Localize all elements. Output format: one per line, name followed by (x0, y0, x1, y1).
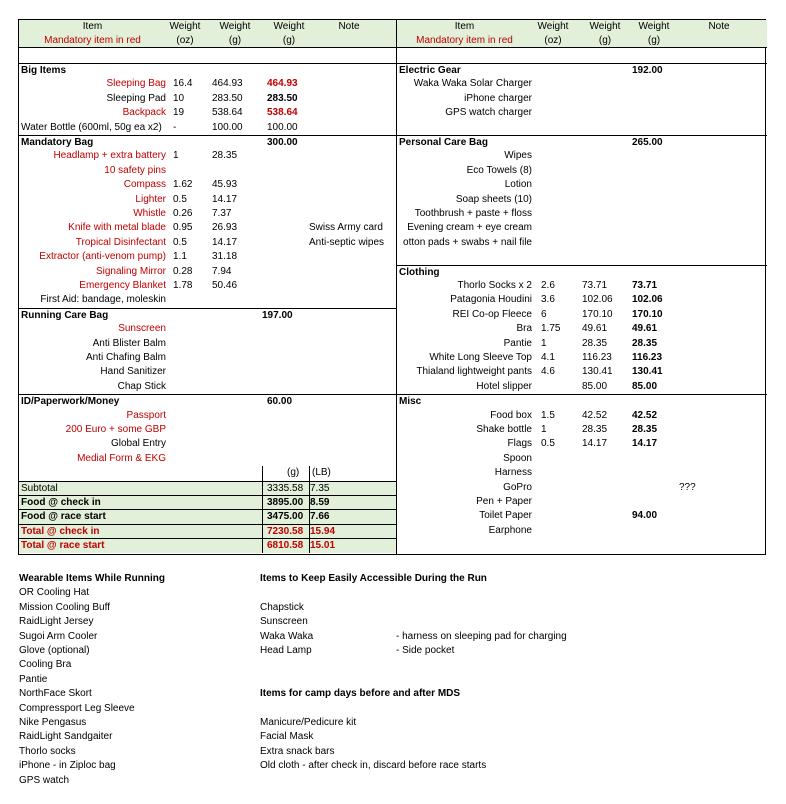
header-item: Item (82, 21, 103, 32)
left-item-name: Lighter (135, 193, 166, 205)
weight-g: 42.52 (582, 409, 608, 421)
left-item-name: Medial Form & EKG (77, 452, 166, 464)
weight-g: 85.00 (582, 380, 608, 392)
weight-lb: 8.59 (310, 497, 330, 508)
weight-oz: 1 (541, 337, 547, 349)
left-row (19, 437, 396, 451)
left-item-name: ID/Paperwork/Money (21, 396, 120, 408)
weight-g: 102.06 (582, 294, 613, 306)
left-row (19, 250, 396, 264)
right-item-name: Evening cream + eye cream (407, 222, 532, 234)
left-item-name: 200 Euro + some GBP (65, 424, 166, 435)
header-weight: Weight (589, 21, 621, 32)
right-row (397, 495, 767, 509)
left-item-name: Sleeping Bag (106, 78, 166, 90)
left-row (19, 524, 396, 538)
weight-total: 116.23 (632, 352, 663, 363)
right-row (397, 236, 767, 250)
left-item-name: Food @ race start (21, 511, 106, 523)
weight-g: 7.94 (212, 265, 232, 277)
wearable-item: NorthFace Skort (19, 688, 92, 700)
right-item-name: GPS watch charger (445, 107, 532, 119)
left-item-name: Extractor (anti-venom pump) (39, 251, 166, 263)
right-item-name: otton pads + swabs + nail file (403, 236, 532, 248)
left-item-name: Signaling Mirror (95, 265, 166, 277)
left-item-name: Backpack (122, 107, 166, 119)
left-row (19, 452, 396, 466)
left-row (19, 409, 396, 423)
left-row (19, 351, 396, 365)
header-weight: Weight (219, 21, 251, 32)
grid-line (309, 466, 310, 552)
right-item-name: Clothing (399, 266, 440, 278)
right-item-name: White Long Sleeve Top (429, 352, 532, 363)
right-row (397, 63, 767, 77)
left-row (19, 337, 396, 351)
right-item-name: Shake bottle (476, 424, 532, 435)
wearable-item: RaidLight Jersey (19, 616, 94, 628)
accessible-note: - Side pocket (396, 645, 455, 656)
weight-total: 265.00 (632, 137, 663, 148)
header-unit: (g) (282, 35, 296, 46)
header-note: Note (338, 21, 360, 32)
weight-g: 197.00 (262, 309, 293, 321)
left-row (19, 279, 396, 293)
left-item-name: Anti Chafing Balm (85, 352, 166, 363)
left-item-name: Tropical Disinfectant (75, 236, 166, 248)
weight-oz: 0.5 (173, 193, 187, 205)
table-header (19, 20, 396, 48)
wearable-item: RaidLight Sandgaiter (19, 731, 113, 743)
right-item-name: Pen + Paper (476, 496, 532, 507)
left-row (19, 308, 396, 322)
weight-lb: 7.66 (310, 511, 330, 523)
right-row (397, 380, 767, 394)
right-item-name (397, 250, 532, 264)
notes-lists (19, 572, 769, 797)
right-item-name: Flags (507, 438, 532, 450)
right-item-name: GoPro (503, 481, 532, 493)
weight-total: 130.41 (632, 366, 663, 378)
item-note: Swiss Army card (309, 222, 383, 234)
left-item-name: Sleeping Pad (106, 92, 166, 104)
header-unit: (g) (598, 35, 612, 46)
right-item-name: Patagonia Houdini (450, 294, 532, 306)
wearable-item: Glove (optional) (19, 645, 90, 656)
right-item-name: Personal Care Bag (399, 137, 488, 148)
weight-oz: 1 (173, 150, 179, 162)
left-item-name: Total @ race start (21, 540, 105, 552)
camp-item: Manicure/Pedicure kit (260, 717, 357, 728)
weight-lb: 15.01 (310, 540, 336, 552)
right-row (397, 409, 767, 423)
unit-lb: (LB) (312, 467, 331, 479)
left-row (19, 236, 396, 250)
wearable-item: Thorlo socks (19, 745, 76, 757)
weight-total: 170.10 (632, 308, 663, 320)
left-row (19, 63, 396, 77)
weight-oz: 6 (541, 308, 547, 320)
left-row (19, 193, 396, 207)
item-note: Anti-septic wipes (309, 236, 385, 248)
right-item-name: Earphone (488, 524, 532, 536)
weight-g: 45.93 (212, 179, 238, 191)
right-item-name: Waka Waka Solar Charger (413, 78, 532, 90)
right-item-name: Harness (494, 467, 532, 479)
weight-oz: 16.4 (173, 78, 193, 90)
weight-oz: 1.62 (173, 179, 193, 191)
header-weight: Weight (537, 21, 569, 32)
left-item-name: Big Items (21, 65, 67, 76)
wearable-title: Wearable Items While Running (19, 573, 165, 584)
right-row (397, 121, 767, 135)
left-row (19, 509, 396, 523)
right-row (397, 106, 767, 120)
weight-total: 49.61 (632, 323, 658, 335)
weight-oz: 1 (541, 424, 547, 435)
weight-g: 283.50 (212, 92, 243, 104)
weight-oz: 1.5 (541, 409, 555, 421)
wearable-item: Sugoi Arm Cooler (19, 630, 98, 642)
right-row (397, 279, 767, 293)
wearable-item: Pantie (19, 673, 48, 685)
right-row (397, 207, 767, 221)
header-unit: (oz) (544, 35, 562, 46)
right-item-name: REI Co-op Fleece (452, 308, 532, 320)
right-item-name (397, 121, 532, 135)
wearable-item: Nike Pengasus (19, 717, 87, 728)
right-row (397, 452, 767, 466)
header-note: Note (708, 21, 730, 32)
right-item-name: Wipes (504, 150, 532, 162)
header-weight: Weight (273, 21, 305, 32)
left-row (19, 322, 396, 336)
weight-g: 538.64 (212, 107, 243, 119)
right-item-name: Bra (516, 323, 532, 335)
weight-g: 50.46 (212, 280, 238, 291)
left-row (19, 207, 396, 221)
table-header (397, 20, 767, 48)
wearable-item: Compressport Leg Sleeve (19, 702, 135, 714)
left-row (19, 121, 396, 135)
weight-total: 60.00 (267, 396, 293, 408)
left-row (19, 77, 396, 91)
left-item-name: Subtotal (21, 482, 58, 494)
weight-oz: 4.1 (541, 352, 555, 363)
right-item-name: Hotel slipper (476, 380, 532, 392)
weight-lb: 15.94 (310, 525, 336, 537)
right-item-name: Spoon (503, 452, 532, 464)
grid-line (262, 466, 263, 552)
weight-g: 14.17 (212, 193, 238, 205)
camp-item: Old cloth - after check in, discard before race starts (260, 760, 487, 772)
header-item: Item (454, 21, 475, 32)
weight-total: 94.00 (632, 510, 658, 522)
right-row (397, 509, 767, 523)
weight-oz: 1.1 (173, 251, 187, 263)
weight-oz: 4.6 (541, 366, 555, 378)
weight-oz: 0.95 (173, 222, 193, 234)
wearable-item: Mission Cooling Buff (19, 601, 110, 613)
weight-oz: 1.75 (541, 323, 561, 335)
right-item-name: Thorlo Socks x 2 (457, 280, 532, 291)
weight-total: 28.35 (632, 337, 658, 349)
accessible-note: - harness on sleeping pad for charging (396, 630, 567, 642)
weight-g: 31.18 (212, 251, 238, 263)
right-row (397, 466, 767, 480)
right-item-name: Toilet Paper (479, 510, 532, 522)
left-item-name: Water Bottle (600ml, 50g ea x2) (21, 121, 162, 133)
header-mandatory-note: Mandatory item in red (44, 35, 141, 46)
left-item-name: Sunscreen (118, 323, 166, 335)
left-row (19, 466, 396, 480)
right-row (397, 221, 767, 235)
right-item-name: Misc (399, 396, 422, 408)
right-item-name: iPhone charger (464, 92, 532, 104)
header-weight: Weight (638, 21, 670, 32)
weight-g: 116.23 (582, 352, 612, 363)
weight-g: 28.35 (212, 150, 238, 162)
left-row (19, 164, 396, 178)
weight-oz: 19 (173, 107, 185, 119)
weight-g: 130.41 (582, 366, 613, 378)
left-item-name: First Aid: bandage, moleskin (40, 294, 166, 306)
right-row (397, 293, 767, 307)
left-row (19, 221, 396, 235)
right-item-name: Electric Gear (399, 65, 461, 76)
right-row (397, 437, 767, 451)
weight-total: 73.71 (632, 280, 658, 291)
right-row (397, 365, 767, 379)
weight-total: 7230.58 (267, 525, 304, 537)
right-row (397, 524, 767, 538)
left-row (19, 481, 396, 495)
left-row (19, 380, 396, 394)
wearable-item: iPhone - in Ziploc bag (19, 760, 116, 772)
weight-lb: 7.35 (310, 482, 330, 494)
right-item-name: Eco Towels (8) (466, 164, 532, 176)
left-row (19, 135, 396, 149)
weight-g: 28.35 (582, 424, 608, 435)
right-row (397, 92, 767, 106)
camp-item: Extra snack bars (260, 745, 335, 757)
weight-oz: 2.6 (541, 280, 555, 291)
header-unit: (g) (228, 35, 242, 46)
weight-g: 14.17 (582, 438, 608, 450)
right-row (397, 265, 767, 279)
weight-g: 100.00 (212, 121, 243, 133)
right-row (397, 77, 767, 91)
weight-g: 14.17 (212, 236, 238, 248)
left-item-name: Headlamp + extra battery (53, 150, 166, 162)
right-row (397, 337, 767, 351)
header-unit: (oz) (176, 35, 194, 46)
weight-g: 28.35 (582, 337, 608, 349)
left-row (19, 423, 396, 437)
right-item-name: Thialand lightweight pants (416, 366, 532, 378)
weight-total: 300.00 (267, 137, 298, 148)
left-item-name: Mandatory Bag (21, 137, 94, 148)
camp-title: Items for camp days before and after MDS (260, 688, 461, 699)
left-row (19, 92, 396, 106)
right-row (397, 394, 767, 408)
right-item-name: Toothbrush + paste + floss (414, 208, 532, 219)
accessible-title: Items to Keep Easily Accessible During the Run (260, 573, 487, 584)
weight-g: 73.71 (582, 280, 608, 291)
weight-g: 49.61 (582, 323, 608, 335)
weight-total: 538.64 (267, 107, 298, 119)
left-item-name: Food @ check in (21, 497, 101, 508)
weight-oz: - (173, 121, 177, 133)
accessible-item: Head Lamp (260, 645, 312, 656)
accessible-item: Sunscreen (260, 616, 308, 628)
weight-oz: 0.26 (173, 208, 193, 219)
right-row (397, 351, 767, 365)
left-item-name (19, 466, 166, 480)
weight-total: 283.50 (267, 92, 298, 104)
left-item-name: Compass (123, 179, 166, 191)
left-item-name: Passport (126, 409, 166, 421)
weight-g: 170.10 (582, 308, 613, 320)
left-item-name: Knife with metal blade (68, 222, 166, 234)
weight-oz: 0.5 (173, 236, 187, 248)
accessible-item: Chapstick (260, 601, 304, 613)
left-item-name: Hand Sanitizer (100, 366, 166, 378)
weight-total: 14.17 (632, 438, 658, 450)
right-row (397, 481, 767, 495)
weight-oz: 1.78 (173, 280, 193, 291)
left-row (19, 538, 396, 552)
weight-oz: 0.28 (173, 265, 193, 277)
unit-g: (g) (287, 467, 300, 479)
packing-spreadsheet (18, 19, 766, 555)
right-row (397, 322, 767, 336)
wearable-item: Cooling Bra (19, 659, 72, 671)
left-row (19, 149, 396, 163)
right-row (397, 423, 767, 437)
weight-g: 26.93 (212, 222, 238, 234)
weight-oz: 3.6 (541, 294, 555, 306)
right-row (397, 250, 767, 264)
left-item-name: Global Entry (110, 438, 166, 450)
wearable-item: GPS watch (19, 774, 70, 786)
right-item-name: Food box (490, 409, 532, 421)
camp-item: Facial Mask (260, 731, 314, 743)
right-item-name: Soap sheets (10) (455, 193, 532, 205)
left-item-name: Chap Stick (117, 380, 166, 392)
right-row (397, 149, 767, 163)
right-item-name: Pantie (503, 337, 532, 349)
weight-g: 464.93 (212, 78, 243, 90)
weight-total: 3335.58 (267, 482, 304, 494)
right-row (397, 308, 767, 322)
weight-total: 3895.00 (267, 497, 304, 508)
left-item-name: 10 safety pins (104, 164, 166, 176)
left-row (19, 178, 396, 192)
left-row (19, 265, 396, 279)
right-row (397, 164, 767, 178)
weight-total: 192.00 (632, 65, 663, 76)
left-item-name: Anti Blister Balm (92, 337, 166, 349)
right-row (397, 193, 767, 207)
left-row (19, 293, 396, 307)
weight-oz: 10 (173, 92, 185, 104)
header-unit: (g) (647, 35, 661, 46)
accessible-item: Waka Waka (260, 630, 314, 642)
left-item-name: Whistle (133, 208, 166, 219)
weight-total: 28.35 (632, 424, 658, 435)
left-item-name: Running Care Bag (21, 309, 109, 321)
left-item-name: Emergency Blanket (79, 280, 166, 291)
right-item-name: Lotion (504, 179, 532, 191)
left-row (19, 106, 396, 120)
weight-total: 464.93 (267, 78, 298, 90)
wearable-item: OR Cooling Hat (19, 587, 90, 599)
weight-oz: 0.5 (541, 438, 555, 450)
weight-total: 102.06 (632, 294, 663, 306)
header-weight: Weight (169, 21, 201, 32)
right-row (397, 178, 767, 192)
weight-total: 6810.58 (267, 540, 304, 552)
weight-total: 42.52 (632, 409, 658, 421)
item-note: ??? (679, 481, 696, 493)
left-row (19, 495, 396, 509)
right-row (397, 135, 767, 149)
weight-total: 100.00 (267, 121, 298, 133)
weight-total: 85.00 (632, 380, 658, 392)
left-item-name: Total @ check in (21, 525, 100, 537)
left-row (19, 394, 396, 408)
weight-g: 7.37 (212, 208, 232, 219)
weight-total: 3475.00 (267, 511, 304, 523)
header-mandatory-note: Mandatory item in red (416, 35, 513, 46)
left-row (19, 365, 396, 379)
